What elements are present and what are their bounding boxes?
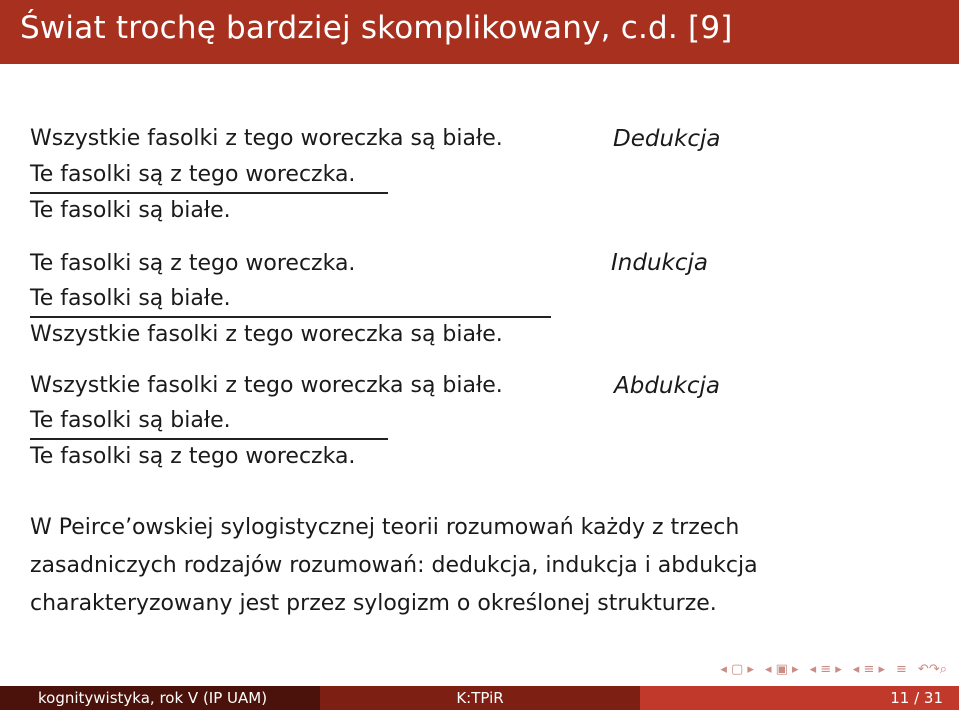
premise-2: Te fasolki są z tego woreczka.	[30, 162, 356, 187]
premise-1: Te fasolki są z tego woreczka.	[30, 251, 356, 276]
deduction-label: Dedukcja	[613, 126, 721, 152]
nav-section-icon[interactable]: ◂ ≡ ▸	[809, 662, 842, 677]
nav-document-icon[interactable]: ◂ ≡ ▸	[852, 662, 886, 677]
footer-short-title: K:TPiR	[320, 686, 640, 710]
inference-line	[30, 438, 388, 440]
footer-author: kognitywistyka, rok V (IP UAM)	[0, 686, 320, 710]
conclusion: Te fasolki są białe.	[30, 198, 231, 223]
induction-label: Indukcja	[611, 250, 708, 276]
footer-page-number: 11 / 31	[640, 686, 959, 710]
nav-search-icon[interactable]: ↶↷⌕	[917, 662, 947, 677]
premise-2: Te fasolki są białe.	[30, 408, 231, 433]
conclusion: Te fasolki są z tego woreczka.	[30, 444, 356, 469]
paragraph-line: charakteryzowany jest przez sylogizm o określonej strukturze.	[30, 591, 717, 616]
nav-frame-icon[interactable]: ◂ ▢ ▸	[720, 662, 754, 677]
nav-align-icon[interactable]: ≡	[896, 662, 907, 677]
inference-line	[30, 192, 388, 194]
paragraph-line: W Peirce’owskiej sylogistycznej teorii rozumowań każdy z trzech	[30, 515, 740, 540]
premise-1: Wszystkie fasolki z tego woreczka są białe.	[30, 373, 503, 398]
premise-2: Te fasolki są białe.	[30, 286, 231, 311]
nav-subsection-icon[interactable]: ◂ ▣ ▸	[764, 662, 799, 677]
premise-1: Wszystkie fasolki z tego woreczka są białe.	[30, 126, 503, 151]
explanation-paragraph	[30, 509, 930, 623]
conclusion: Wszystkie fasolki z tego woreczka są białe.	[30, 322, 503, 347]
slide-title: Świat trochę bardziej skomplikowany, c.d. [9]	[20, 10, 733, 46]
abduction-label: Abdukcja	[614, 373, 720, 399]
paragraph-line: zasadniczych rodzajów rozumowań: dedukcja, indukcja i abdukcja	[30, 553, 758, 578]
slide-footer	[0, 686, 959, 710]
inference-line	[30, 316, 551, 318]
slide-header	[0, 0, 959, 64]
beamer-navigation	[720, 660, 947, 680]
